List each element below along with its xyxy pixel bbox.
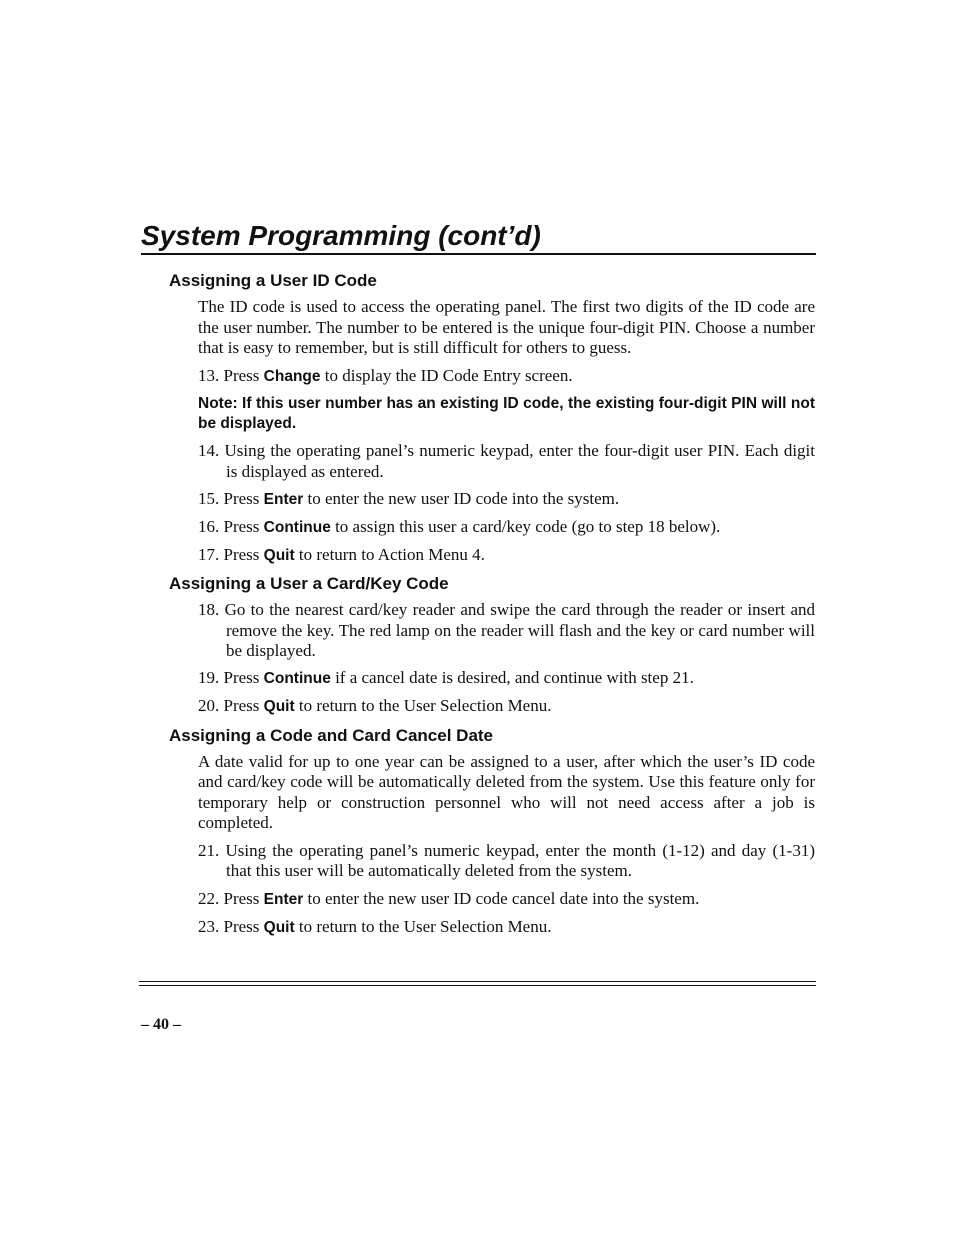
step-16: 16. Press Continue to assign this user a card/key code (go to step 18 below). [198, 516, 721, 536]
section-heading-cancel-date: Assigning a Code and Card Cancel Date [169, 725, 494, 745]
section-heading-card-key: Assigning a User a Card/Key Code [169, 574, 449, 594]
key-enter: Enter [263, 890, 304, 908]
title-rule [141, 253, 816, 255]
page-content [169, 270, 815, 945]
key-enter: Enter [263, 490, 304, 508]
note-existing-pin: Note: If this user number has an existing ID code, the existing four-digit PIN will not be displayed. [198, 394, 815, 433]
step-21: 21. Using the operating panel’s numeric keypad, enter the month (1-12) and day (1-31) that this user will be automatically deleted from the system. [198, 840, 816, 881]
step-18: 18. Go to the nearest card/key reader and swipe the card through the reader or insert and remove the key. The red lamp on the reader will flash and the key or card number will be displayed. [198, 600, 816, 661]
key-quit: Quit [263, 918, 295, 936]
step-19: 19. Press Continue if a cancel date is desired, and continue with step 21. [198, 668, 694, 688]
footer-rule-double [139, 985, 816, 986]
footer-rule [139, 981, 816, 982]
page-number: – 40 – [141, 1016, 181, 1033]
key-quit: Quit [263, 546, 295, 564]
page-title: System Programming (cont’d) [141, 220, 541, 251]
step-22: 22. Press Enter to enter the new user ID code cancel date into the system. [198, 888, 700, 908]
step-20: 20. Press Quit to return to the User Selection Menu. [198, 696, 552, 716]
user-id-intro: The ID code is used to access the operating panel. The first two digits of the ID code are the user number. The number to be entered is the unique four-digit PIN. Choose a number that is easy to remember, but is still difficult for others to guess. [198, 297, 815, 358]
step-15: 15. Press Enter to enter the new user ID code into the system. [198, 488, 620, 508]
key-continue: Continue [263, 670, 331, 688]
cancel-date-intro: A date valid for up to one year can be assigned to a user, after which the user’s ID code and card/key code will be automatically deleted from the system. Use this feature only for temporary help or construction personnel who will not need access after a job is completed. [198, 751, 815, 833]
step-13: 13. Press Change to display the ID Code Entry screen. [198, 365, 573, 385]
key-continue: Continue [263, 518, 331, 536]
section-heading-user-id: Assigning a User ID Code [169, 271, 377, 290]
step-14: 14. Using the operating panel’s numeric keypad, enter the four-digit user PIN. Each digit is displayed as entered. [198, 441, 815, 481]
step-23: 23. Press Quit to return to the User Selection Menu. [198, 916, 552, 936]
key-change: Change [263, 367, 321, 385]
key-quit: Quit [263, 698, 295, 716]
step-17: 17. Press Quit to return to Action Menu 4. [198, 544, 485, 564]
